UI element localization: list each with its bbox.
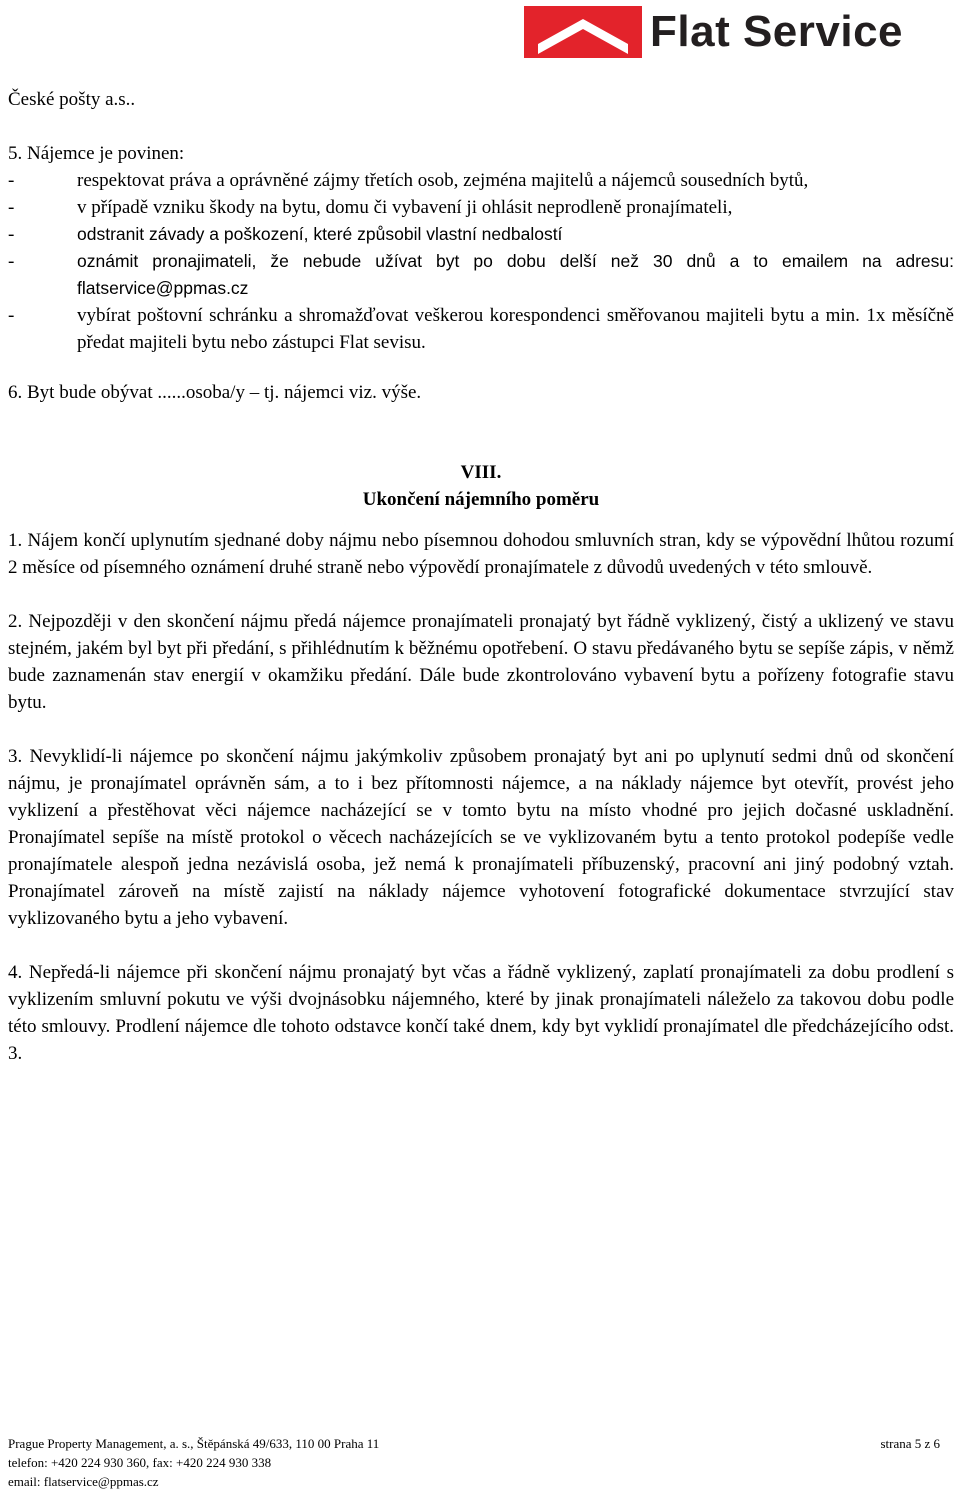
item-6: 6. Byt bude obývat ......osoba/y – tj. nájemci viz. výše. <box>8 382 422 403</box>
section-title: Ukončení nájemního poměru <box>362 489 600 510</box>
list-item: - respektovat práva a oprávněné zájmy třetích osob, zejména majitelů a nájemců sousedních bytů, <box>8 167 954 194</box>
page-footer <box>8 1434 940 1491</box>
list-item-text: v případě vzniku škody na bytu, domu či vybavení ji ohlásit neprodleně pronajímateli, <box>77 197 733 218</box>
brand-name: Flat Service <box>650 7 904 56</box>
continued-text: České pošty a.s.. <box>8 89 136 110</box>
footer-phone: telefon: +420 224 930 360, fax: +420 224 930 338 <box>8 1455 272 1470</box>
list-item-text: odstranit závady a poškození, které způsobil vlastní nedbalostí <box>77 224 563 244</box>
section-number: VIII. <box>460 462 502 483</box>
paragraph-3: 3. Nevyklidí-li nájemce po skončení nájmu jakýmkoliv způsobem pronajatý byt ani po uplynutí sedmi dnů od skončení nájmu, je pronajímatel oprávněn sám, a to i bez přítomnosti nájemce, a na náklady nájemce byt otevřít, provést jeho vyklizení a přestěhovat věci nájemce nacházející se v tomto bytu na místo vhodné pro jejich dočasné uskladnění. Pronajímatel sepíše na místě protokol o věcech nacházejících se ve vyklizovaném bytu a tento protokol podepíše vedle pronajímatele alespoň jedna nezávislá osoba, jež nemá k pronajímateli příbuzenský, pracovní ani jiný podobný vztah. Pronajímatel zároveň na místě zajistí na náklady nájemce vyhotovení fotografické dokumentace stvrzující stav vyklizovaného bytu a jeho vybavení. <box>8 746 954 929</box>
footer-company: Prague Property Management, a. s., Štěpánská 49/633, 110 00 Praha 11 <box>8 1436 380 1451</box>
paragraph-1: 1. Nájem končí uplynutím sjednané doby nájmu nebo písemnou dohodou smluvních stran, kdy se výpovědní lhůtou rozumí 2 měsíce od písemného oznámení druhé straně nebo výpovědí pronajímatele z důvodů uvedených v této smlouvě. <box>8 530 954 578</box>
paragraph-2: 2. Nejpozději v den skončení nájmu předá nájemce pronajímateli pronajatý byt řádně vyklizený, čistý a uklizený ve stavu stejném, jakém byl byt při předání, s přihlédnutím k běžnému opotřebení. O stavu předávaného bytu se sepíše zápis, v němž bude zaznamenán stav energií v okamžiku předání. Dále bude zkontrolováno vybavení bytu a pořízeny fotografie stavu bytu. <box>8 611 954 713</box>
list-item: - vybírat poštovní schránku a shromažďovat veškerou korespondenci směřovanou majiteli bytu a min. 1x měsíčně předat majiteli bytu nebo zástupci Flat sevisu. <box>8 302 954 356</box>
document-body <box>8 86 954 1067</box>
footer-page-number: strana 5 z 6 <box>880 1436 940 1451</box>
item-5-intro: 5. Nájemce je povinen: <box>8 143 185 164</box>
list-item: - v případě vzniku škody na bytu, domu či vybavení ji ohlásit neprodleně pronajímateli, <box>8 194 954 221</box>
paragraph-4: 4. Nepředá-li nájemce při skončení nájmu pronajatý byt včas a řádně vyklizený, zaplatí pronajímateli za dobu prodlení s vyklizením smluvní pokutu ve výši dvojnásobku nájemného, které by jinak pronajímateli náleželo za takovou dobu podle této smlouvy. Prodlení nájemce dle tohoto odstavce končí také dnem, kdy byt vyklidí pronajímatel dle předcházejícího odst. 3. <box>8 962 954 1064</box>
list-item: - oznámit pronajimateli, že nebude užívat byt po dobu delší než 30 dnů a to emailem na adresu: flatservice@ppmas.cz <box>8 248 954 302</box>
list-item-text: respektovat práva a oprávněné zájmy třetích osob, zejména majitelů a nájemců sousedních bytů, <box>77 170 809 191</box>
list-item-text: vybírat poštovní schránku a shromažďovat veškerou korespondenci směřovanou majiteli bytu a min. 1x měsíčně předat majiteli bytu nebo zástupci Flat sevisu. <box>77 305 954 353</box>
list-item: - odstranit závady a poškození, které způsobil vlastní nedbalostí <box>8 221 954 248</box>
flat-service-logo-mark <box>524 6 642 58</box>
flat-service-logo <box>524 6 924 58</box>
list-item-text: oznámit pronajimateli, že nebude užívat byt po dobu delší než 30 dnů a to emailem na adresu: flatservice@ppmas.cz <box>77 251 954 298</box>
footer-email: email: flatservice@ppmas.cz <box>8 1474 159 1489</box>
